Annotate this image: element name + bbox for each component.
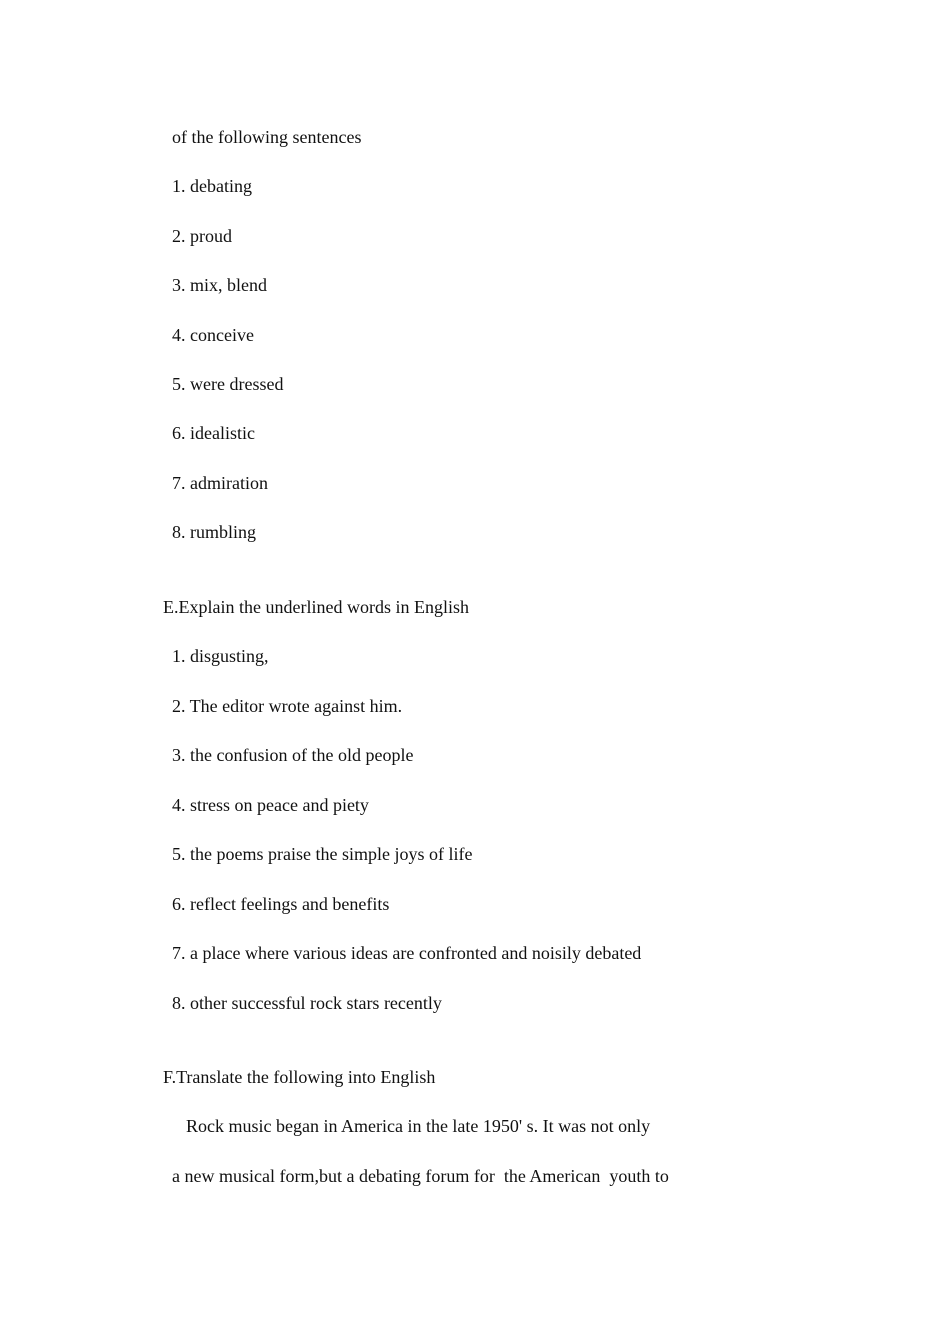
section-e-answer-4: 4. stress on peace and piety [172, 795, 369, 815]
section-e-answer-5: 5. the poems praise the simple joys of life [172, 844, 473, 864]
section-d-answer-5: 5. were dressed [172, 374, 284, 394]
section-d-answer-3: 3. mix, blend [172, 275, 267, 295]
section-e-answer-1: 1. disgusting, [172, 646, 269, 666]
section-e-answer-6: 6. reflect feelings and benefits [172, 894, 390, 914]
section-e-answer-7: 7. a place where various ideas are confronted and noisily debated [172, 943, 642, 963]
section-f-paragraph-line-2: a new musical form,but a debating forum for the American youth to [172, 1166, 669, 1186]
section-d-answer-6: 6. idealistic [172, 423, 255, 443]
section-f-heading: F.Translate the following into English [163, 1067, 436, 1087]
section-d-intro: of the following sentences [172, 127, 362, 147]
section-d-answer-8: 8. rumbling [172, 522, 256, 542]
section-e-answer-3: 3. the confusion of the old people [172, 745, 414, 765]
section-d-answer-1: 1. debating [172, 176, 252, 196]
section-f-paragraph-line-1: Rock music began in America in the late 1950' s. It was not only [186, 1116, 651, 1136]
section-e-answer-2: 2. The editor wrote against him. [172, 696, 403, 716]
section-e-heading: E.Explain the underlined words in English [163, 597, 469, 617]
section-e-answer-8: 8. other successful rock stars recently [172, 993, 442, 1013]
section-d-answer-7: 7. admiration [172, 473, 268, 493]
section-d-answer-4: 4. conceive [172, 325, 254, 345]
section-d-answer-2: 2. proud [172, 226, 232, 246]
